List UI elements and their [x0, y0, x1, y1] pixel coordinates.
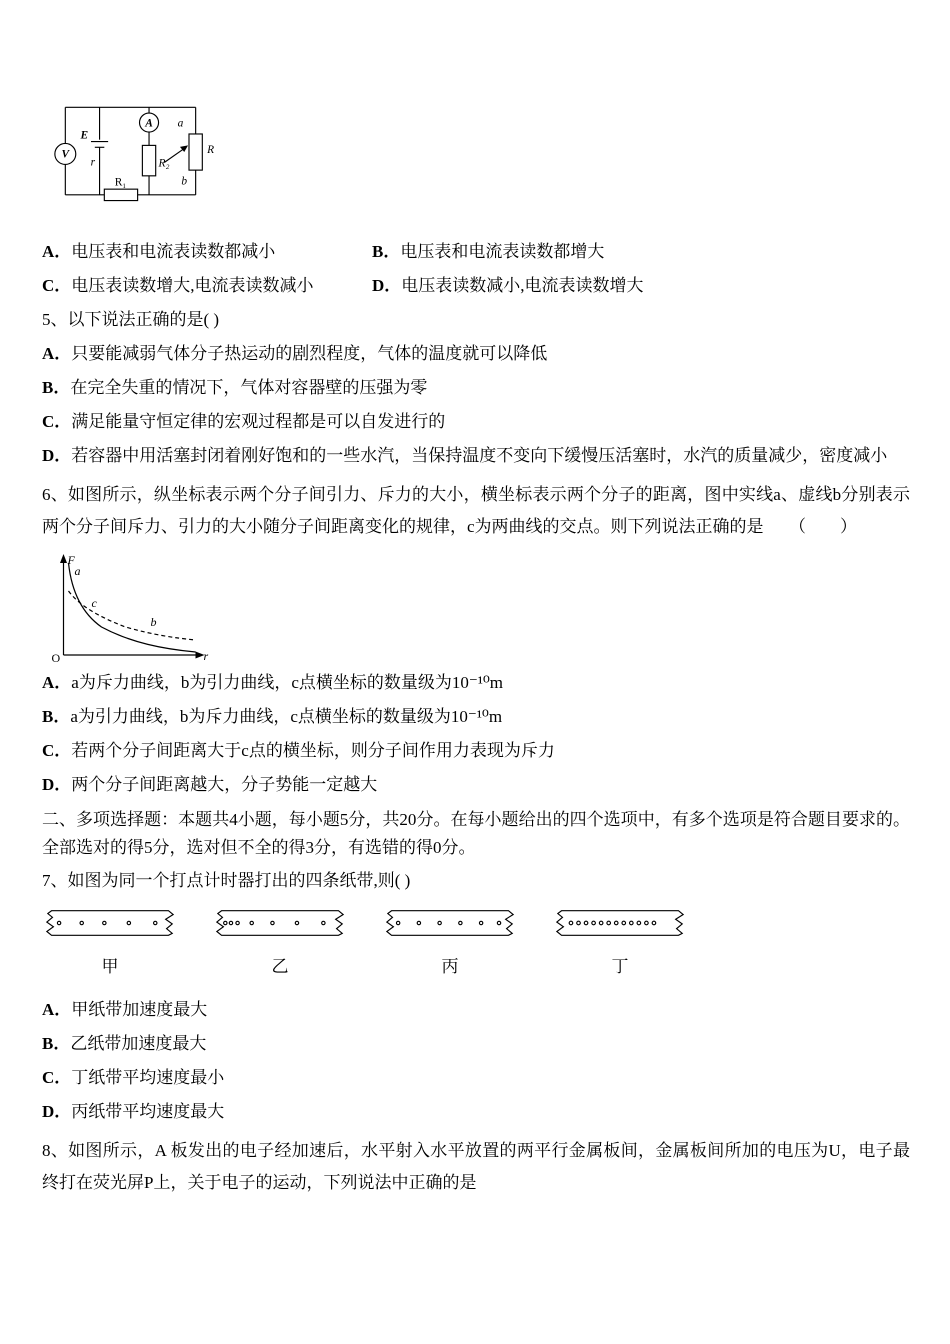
circuit-diagram-figure: [52, 95, 910, 211]
circuit-diagram: [52, 95, 228, 211]
option-q4-a: [42, 235, 372, 269]
origin-label: O: [51, 651, 61, 664]
x-axis-label: r: [203, 649, 209, 663]
tape-label-jia: 甲: [101, 957, 119, 976]
option-q6-c: [42, 734, 910, 768]
option-text: 乙纸带加速度最大: [70, 1034, 207, 1053]
curve-b-dashed: [69, 591, 196, 640]
option-q6-b: [42, 700, 910, 734]
option-q5-d: [42, 439, 910, 473]
option-text: 电压表读数增大,电流表读数减小: [71, 276, 314, 295]
option-text: 两个分子间距离越大，分子势能一定越大: [71, 775, 378, 794]
option-q5-b: [42, 371, 910, 405]
rheostat-slider-arrow: [164, 149, 183, 162]
option-q7-b: [42, 1027, 910, 1061]
molecular-force-graph: [46, 549, 214, 664]
intersection-c-label: c: [91, 596, 97, 610]
option-letter: B．: [372, 242, 401, 261]
tap-a-label: a: [177, 117, 184, 130]
paper-tape-ding: [554, 906, 686, 940]
option-q6-a: [42, 666, 910, 700]
tape-outline: [557, 911, 683, 936]
option-q4-c: [42, 269, 372, 303]
option-q6-d: [42, 768, 910, 802]
battery-label: E: [80, 129, 89, 142]
option-letter: D．: [42, 775, 72, 794]
option-text: 只要能减弱气体分子热运动的剧烈程度，气体的温度就可以降低: [71, 344, 548, 363]
option-text: 丁纸带平均速度最小: [71, 1068, 225, 1087]
option-text: 电压表和电流表读数都减小: [71, 242, 276, 261]
y-axis-label: F: [67, 553, 75, 567]
internal-resistance-label: r: [90, 156, 96, 169]
option-text: 电压表读数减小,电流表读数增大: [401, 276, 644, 295]
option-text: 若容器中用活塞封闭着刚好饱和的一些水汽，当保持温度不变向下缓慢压活塞时，水汽的质量减少，密度减小: [71, 446, 888, 465]
ammeter-label: A: [145, 117, 153, 130]
section2-header: 二、多项选择题：本题共4小题，每小题5分，共20分。在每小题给出的四个选项中，有多个选项是符合题目要求的。全部选对的得5分，选对但不全的得3分，有选错的得0分。: [42, 810, 910, 857]
option-letter: A．: [42, 673, 72, 692]
tape-label-yi: 乙: [271, 957, 289, 976]
curve-a-label: a: [74, 564, 81, 578]
resistor-r1-box: [104, 189, 137, 200]
option-q4-d: [372, 269, 910, 303]
q8-stem: 8、如图所示，A 板发出的电子经加速后，水平射入水平放置的两平行金属板间，金属板间所加的电压为U，电子最终打在荧光屏P上，关于电子的运动，下列说法中正确的是: [42, 1141, 910, 1192]
paper-tape-labels: [44, 952, 910, 977]
paper-tape-yi: [214, 906, 346, 940]
option-letter: D．: [42, 446, 72, 465]
paper-tape-jia: [44, 906, 176, 940]
option-letter: D．: [42, 1102, 72, 1121]
tape-outline: [47, 911, 173, 936]
option-letter: C．: [42, 1068, 72, 1087]
option-letter: A．: [42, 242, 72, 261]
option-q5-c: [42, 405, 910, 439]
paper-tape-bing: [384, 906, 516, 940]
option-text: 甲纸带加速度最大: [71, 1000, 208, 1019]
option-letter: B．: [42, 378, 71, 397]
option-letter: A．: [42, 344, 72, 363]
q7-stem: 7、如图为同一个打点计时器打出的四条纸带,则( ): [42, 871, 411, 890]
tape-label-ding: 丁: [611, 957, 629, 976]
option-letter: B．: [42, 707, 71, 726]
option-text: 在完全失重的情况下，气体对容器壁的压强为零: [70, 378, 428, 397]
curve-b-label: b: [150, 615, 157, 629]
option-q4-b: [372, 235, 910, 269]
option-q5-a: [42, 337, 910, 371]
rheostat-box: [189, 134, 202, 170]
resistor-r1-label: R₁: [114, 176, 127, 189]
resistor-r2-label: R₂: [158, 157, 170, 170]
molecular-force-graph-figure: [46, 549, 910, 664]
paper-tapes-row: [44, 906, 910, 940]
option-letter: B．: [42, 1034, 71, 1053]
option-text: 丙纸带平均速度最大: [71, 1102, 225, 1121]
rheostat-label: R: [207, 144, 215, 156]
y-axis-arrowhead: [60, 554, 67, 563]
tape-outline: [387, 911, 513, 936]
option-letter: C．: [42, 276, 72, 295]
option-text: 电压表和电流表读数都增大: [400, 242, 605, 261]
option-text: 若两个分子间距离大于c点的横坐标，则分子间作用力表现为斥力: [71, 741, 555, 760]
q5-stem: 5、以下说法正确的是( ): [42, 310, 220, 329]
tap-b-label: b: [181, 175, 188, 188]
voltmeter-label: V: [61, 148, 70, 161]
option-letter: C．: [42, 741, 72, 760]
option-text: a为引力曲线，b为斥力曲线，c点横坐标的数量级为10⁻¹⁰m: [70, 707, 503, 726]
option-text: 满足能量守恒定律的宏观过程都是可以自发进行的: [71, 412, 446, 431]
option-letter: A．: [42, 1000, 72, 1019]
resistor-r2-box: [142, 145, 155, 175]
option-q7-c: [42, 1061, 910, 1095]
tape-label-bing: 丙: [441, 957, 459, 976]
curve-a-solid: [69, 563, 196, 652]
option-q7-d: [42, 1095, 910, 1129]
option-q7-a: [42, 993, 910, 1027]
q6-stem: 6、如图所示，纵坐标表示两个分子间引力、斥力的大小，横坐标表示两个分子的距离，图中实线a、虚线b分别表示两个分子间斥力、引力的大小随分子间距离变化的规律，c为两曲线的交点。则下列说法正确的是 （ ）: [42, 485, 910, 536]
q4-options-grid: [42, 235, 910, 303]
option-letter: D．: [372, 276, 402, 295]
option-letter: C．: [42, 412, 72, 431]
option-text: a为斥力曲线，b为引力曲线，c点横坐标的数量级为10⁻¹⁰m: [71, 673, 503, 692]
